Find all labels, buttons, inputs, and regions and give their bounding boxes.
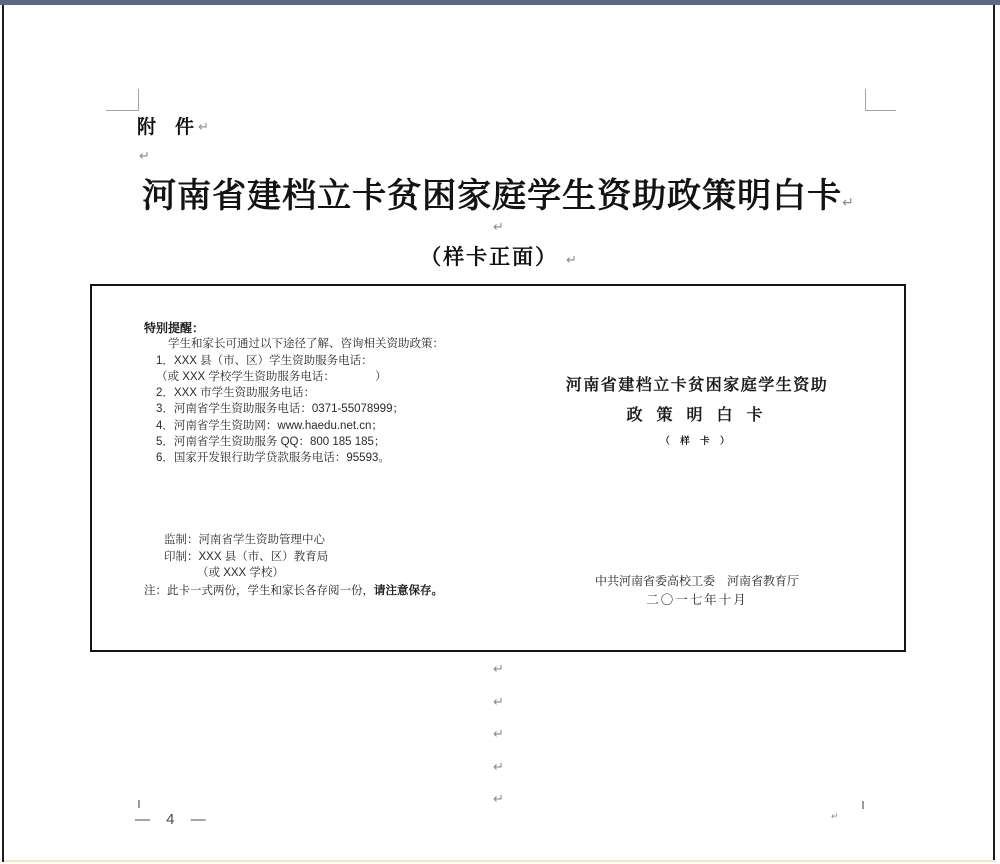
document-page[interactable] [4,5,993,860]
empty-paragraph-mark: ↵ [493,791,504,806]
empty-paragraph-mark: ↵ [139,148,150,163]
page-right-edge [993,5,995,862]
paragraph-mark: ↵ [842,194,855,210]
card-reminder-block [144,320,504,467]
paragraph-mark: ↵ [565,252,577,267]
card-issuer-line1: 中共河南省委高校工委 河南省教育厅 [594,574,799,588]
card-issue-date: 二〇一七年十月 [646,593,748,607]
card-note [144,582,443,598]
card-note-emphasis: 请注意保存。 [374,585,443,597]
reminder-intro: 学生和家长可通过以下途径了解、咨询相关资助政策： [168,338,444,351]
reminder-item: 6．国家开发银行助学贷款服务电话：95593。 [156,452,390,465]
imprint-printer: 印制：XXX 县（市、区）教育局 [164,550,329,563]
text-boundary-mark-top-left [106,89,139,111]
document-title-text: 河南省建档立卡贫困家庭学生资助政策明白卡 [142,177,843,215]
document-subtitle-text: （样卡正面） [420,246,559,269]
empty-paragraph-mark: ↵ [493,758,504,774]
card-imprint-block [164,532,328,582]
reminder-item: 2．XXX 市学生资助服务电话： [156,387,316,400]
imprint-supervisor: 监制：河南省学生资助管理中心 [164,534,325,546]
empty-paragraph-mark: ↵ [493,661,504,676]
document-subtitle [4,241,993,271]
reminder-item: 5．河南省学生资助服务 QQ：800 185 185； [156,436,386,449]
trailing-empty-paragraphs [4,653,993,816]
card-title-line3: （ 样 卡 ） [660,437,734,447]
page-number: — 4 — [135,811,207,828]
card-title-line2: 政 策 明 白 卡 [626,407,768,424]
paragraph-mark: ↵ [198,119,209,134]
reminder-item: 3．河南省学生资助服务电话：0371-55078999； [156,403,404,416]
imprint-printer-alt: （或 XXX 学校） [197,567,284,579]
card-note-text: 注：此卡一式两份，学生和家长各存阅一份， [144,585,374,597]
reminder-item: 4．河南省学生资助网：www.haedu.net.cn； [156,419,383,432]
empty-paragraph-mark: ↵ [493,693,504,709]
reminder-item: 1．XXX 县（市、区）学生资助服务电话： [156,354,373,367]
attachment-label-text: 附 件 [137,117,195,138]
hidden-paragraph-mark: ↵ [831,811,839,821]
sample-card-front [90,284,906,652]
window-bottom-edge [4,860,996,862]
reminder-heading: 特别提醒： [144,321,205,335]
empty-paragraph-mark: ↵ [493,219,504,234]
document-title [4,168,993,217]
text-boundary-mark-top-right [865,89,896,111]
reminder-item: （或 XXX 学校学生资助服务电话： ） [156,370,387,383]
empty-paragraph-mark: ↵ [493,726,504,741]
attachment-label [137,112,209,139]
card-title-line1: 河南省建档立卡贫困家庭学生资助 [565,377,829,394]
